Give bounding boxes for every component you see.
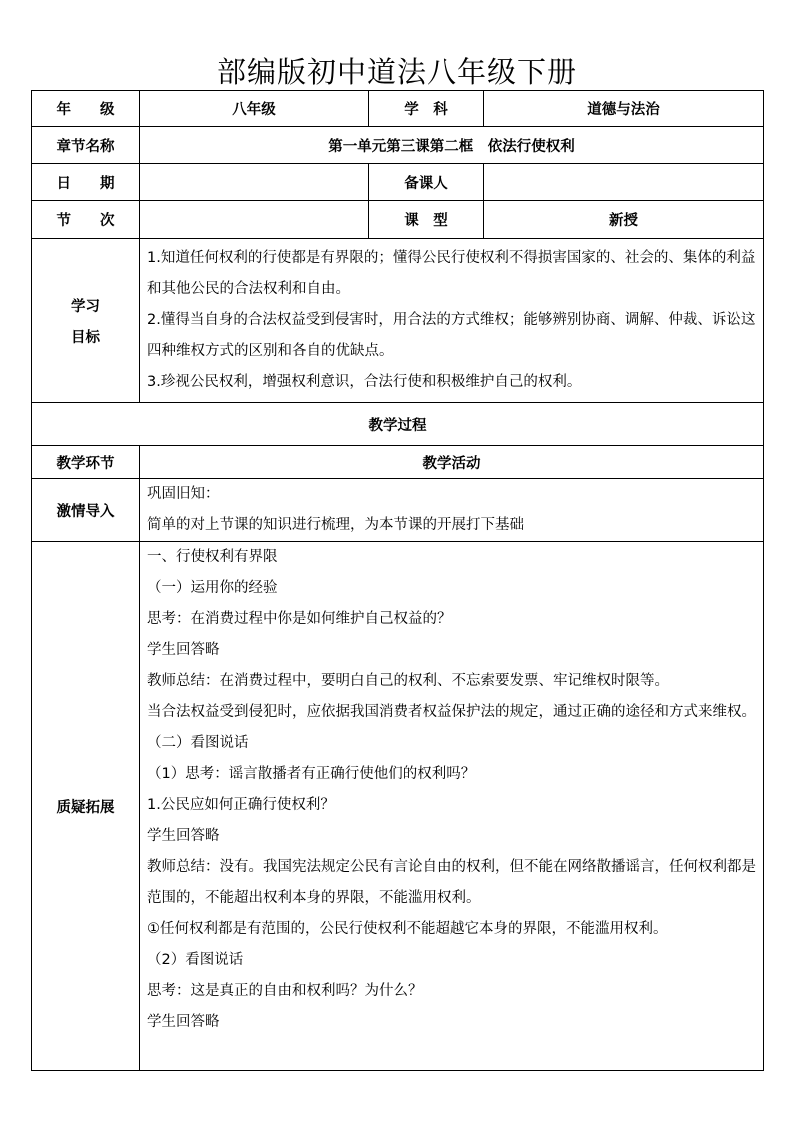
extension-line: 教师总结：没有。我国宪法规定公民有言论自由的权利，但不能在网络散播谣言，任何权利都是范围的，不能超出权利本身的界限，不能滥用权利。 [147, 859, 756, 906]
row-period [32, 201, 764, 239]
objectives-content [140, 239, 764, 403]
type-label: 课 型 [369, 201, 484, 239]
row-grade [32, 91, 764, 127]
extension-content [140, 542, 764, 1071]
extension-line: 学生回答略 [147, 1014, 220, 1030]
objectives-label [32, 239, 140, 403]
extension-label: 质疑拓展 [32, 542, 140, 1071]
objective-item: 2.懂得当自身的合法权益受到侵害时，用合法的方式维权；能够辨别协商、调解、仲裁、诉讼这四种维权方式的区别和各自的优缺点。 [147, 312, 756, 359]
extension-line: （二）看图说话 [147, 735, 249, 751]
extension-line: 学生回答略 [147, 828, 220, 844]
lesson-plan-table [31, 90, 764, 1071]
preparer-value [484, 164, 764, 201]
period-value [140, 201, 369, 239]
extension-line: 1.公民应如何正确行使权利？ [147, 797, 335, 813]
row-extension [32, 542, 764, 1071]
extension-line: 当合法权益受到侵犯时，应依据我国消费者权益保护法的规定，通过正确的途径和方式来维权。 [147, 704, 756, 720]
extension-line: （1）思考：谣言散播者有正确行使他们的权利吗？ [147, 766, 476, 782]
chapter-value: 第一单元第三课第二框 依法行使权利 [140, 127, 764, 164]
intro-line: 巩固旧知： [147, 486, 220, 502]
row-intro [32, 479, 764, 542]
chapter-label: 章节名称 [32, 127, 140, 164]
extension-line: 一、行使权利有界限 [147, 549, 278, 565]
subject-label: 学 科 [369, 91, 484, 127]
activity-column-header: 教学活动 [140, 446, 764, 479]
row-process-heading [32, 403, 764, 446]
stage-column-header: 教学环节 [32, 446, 140, 479]
subject-value: 道德与法治 [484, 91, 764, 127]
date-value [140, 164, 369, 201]
objectives-label-line2: 目标 [71, 329, 100, 346]
extension-line: 学生回答略 [147, 642, 220, 658]
date-label: 日 期 [32, 164, 140, 201]
objective-item: 1.知道任何权利的行使都是有界限的；懂得公民行使权利不得损害国家的、社会的、集体的利益和其他公民的合法权利和自由。 [147, 250, 756, 297]
period-label: 节 次 [32, 201, 140, 239]
extension-line: （2）看图说话 [147, 952, 244, 968]
objective-item: 3.珍视公民权利，增强权利意识，合法行使和积极维护自己的权利。 [147, 374, 582, 390]
page-title: 部编版初中道法八年级下册 [216, 55, 577, 89]
intro-label: 激情导入 [32, 479, 140, 542]
process-heading: 教学过程 [32, 403, 764, 446]
extension-line: 教师总结：在消费过程中，要明白自己的权利、不忘索要发票、牢记维权时限等。 [147, 673, 669, 689]
row-date [32, 164, 764, 201]
row-objectives [32, 239, 764, 403]
objectives-label-line1: 学习 [71, 298, 100, 315]
grade-label: 年 级 [32, 91, 140, 127]
row-process-columns [32, 446, 764, 479]
extension-line: ①任何权利都是有范围的，公民行使权利不能超越它本身的界限，不能滥用权利。 [147, 921, 668, 937]
intro-line: 简单的对上节课的知识进行梳理，为本节课的开展打下基础 [147, 517, 524, 533]
preparer-label: 备课人 [369, 164, 484, 201]
intro-content [140, 479, 764, 542]
extension-line: 思考：在消费过程中你是如何维护自己权益的？ [147, 611, 452, 627]
extension-line: （一）运用你的经验 [147, 580, 278, 596]
extension-line: 思考：这是真正的自由和权利吗？为什么？ [147, 983, 423, 999]
row-chapter [32, 127, 764, 164]
type-value: 新授 [484, 201, 764, 239]
grade-value: 八年级 [140, 91, 369, 127]
